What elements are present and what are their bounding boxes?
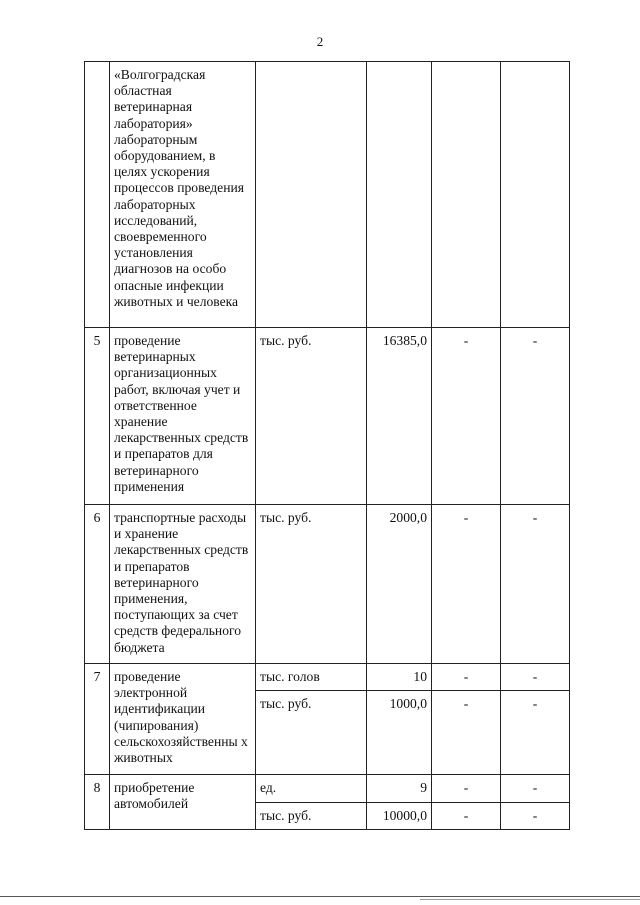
- cell-col5: -: [432, 664, 501, 691]
- cell-unit: ед.: [256, 775, 367, 803]
- cell-unit: тыс. голов: [256, 664, 367, 691]
- page-number: 2: [316, 34, 324, 49]
- cell-description: приобретение автомобилей: [110, 775, 256, 830]
- cell-col6: -: [501, 505, 570, 664]
- cell-number: 5: [85, 328, 110, 505]
- cell-unit: тыс. руб.: [256, 691, 367, 775]
- cell-unit: тыс. руб.: [256, 505, 367, 664]
- cell-number: 7: [85, 664, 110, 775]
- scan-edge-line: [0, 896, 640, 897]
- cell-col5: -: [432, 775, 501, 803]
- cell-value: 10: [367, 664, 432, 691]
- cell-value: 10000,0: [367, 803, 432, 830]
- cell-value: 2000,0: [367, 505, 432, 664]
- data-table: [84, 61, 570, 830]
- cell-col6: [501, 62, 570, 328]
- table-row: [85, 328, 570, 505]
- cell-col5: -: [432, 505, 501, 664]
- table-row: [85, 775, 570, 803]
- cell-unit: тыс. руб.: [256, 803, 367, 830]
- cell-col6: -: [501, 775, 570, 803]
- cell-col5: -: [432, 691, 501, 775]
- cell-description: транспортные расходы и хранение лекарственных средств и препаратов ветеринарного применения, поступающих за счет средств федерального бюджета: [110, 505, 256, 664]
- cell-description: проведение ветеринарных организационных работ, включая учет и ответственное хранение лекарственных средств и препаратов для ветеринарного применения: [110, 328, 256, 505]
- cell-number: 6: [85, 505, 110, 664]
- cell-number: 8: [85, 775, 110, 830]
- cell-value: 16385,0: [367, 328, 432, 505]
- cell-col6: -: [501, 691, 570, 775]
- table-row: [85, 505, 570, 664]
- cell-col5: [432, 62, 501, 328]
- cell-col5: -: [432, 803, 501, 830]
- cell-description: проведение электронной идентификации (чипирования) сельскохозяйственны х животных: [110, 664, 256, 775]
- scan-edge-line: [420, 899, 640, 900]
- cell-value: [367, 62, 432, 328]
- table-row: [85, 664, 570, 691]
- cell-col5: -: [432, 328, 501, 505]
- cell-unit: [256, 62, 367, 328]
- cell-value: 9: [367, 775, 432, 803]
- cell-description: «Волгоградская областная ветеринарная лаборатория» лабораторным оборудованием, в целях ускорения процессов проведения лабораторных исследований, своевременного установления диагнозов на особо опасные инфекции животных и человека: [110, 62, 256, 328]
- cell-value: 1000,0: [367, 691, 432, 775]
- table-row-continuation: [85, 62, 570, 328]
- cell-unit: тыс. руб.: [256, 328, 367, 505]
- cell-col6: -: [501, 664, 570, 691]
- cell-col6: -: [501, 328, 570, 505]
- cell-number: [85, 62, 110, 328]
- cell-col6: -: [501, 803, 570, 830]
